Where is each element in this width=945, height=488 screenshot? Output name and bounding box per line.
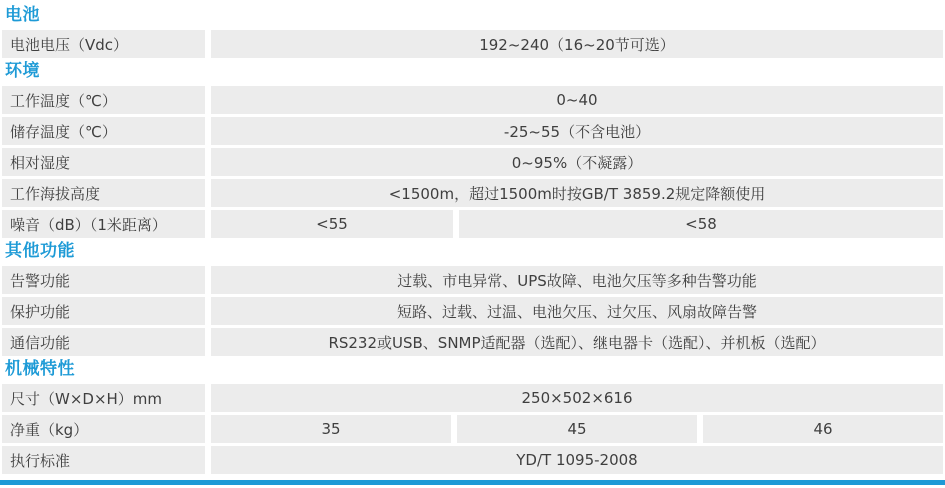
spec-row — [2, 148, 943, 176]
row-value-cell: <1500m，超过1500m时按GB/T 3859.2规定降额使用 — [211, 179, 943, 207]
row-value-cell: <55 — [211, 210, 453, 238]
row-value-cell: 45 — [457, 415, 697, 443]
row-values — [211, 179, 943, 207]
row-label-cell: 执行标准 — [2, 446, 205, 474]
row-values — [211, 446, 943, 474]
row-values — [211, 328, 943, 356]
spec-row — [2, 297, 943, 325]
row-value-cell: 短路、过载、过温、电池欠压、过欠压、风扇故障告警 — [211, 297, 943, 325]
spec-row — [2, 384, 943, 412]
row-values — [211, 148, 943, 176]
row-values — [211, 210, 943, 238]
row-label-cell: 尺寸（W×D×H）mm — [2, 384, 205, 412]
row-value-cell: 192~240（16~20节可选） — [211, 30, 943, 58]
row-label-cell: 净重（kg） — [2, 415, 205, 443]
spec-row — [2, 179, 943, 207]
row-value-cell: 46 — [703, 415, 943, 443]
row-value-cell: 0~95%（不凝露） — [211, 148, 943, 176]
row-label-cell: 噪音（dB）（1米距离） — [2, 210, 205, 238]
row-label-cell: 储存温度（℃） — [2, 117, 205, 145]
spec-row — [2, 86, 943, 114]
row-label-cell: 工作海拔高度 — [2, 179, 205, 207]
spec-row — [2, 117, 943, 145]
row-values — [211, 415, 943, 443]
row-value-cell: 250×502×616 — [211, 384, 943, 412]
row-value-cell: <58 — [459, 210, 943, 238]
section-title: 电池 — [5, 5, 40, 25]
row-value-cell: RS232或USB、SNMP适配器（选配）、继电器卡（选配）、并机板（选配） — [211, 328, 943, 356]
row-values — [211, 384, 943, 412]
section-title: 环境 — [5, 61, 40, 81]
row-label-cell: 告警功能 — [2, 266, 205, 294]
row-label-cell: 通信功能 — [2, 328, 205, 356]
spec-row — [2, 446, 943, 474]
row-label-cell: 相对湿度 — [2, 148, 205, 176]
row-values — [211, 30, 943, 58]
row-values — [211, 266, 943, 294]
section-title: 机械特性 — [5, 359, 75, 379]
row-values — [211, 297, 943, 325]
spec-row — [2, 210, 943, 238]
spec-row — [2, 328, 943, 356]
row-value-cell: YD/T 1095-2008 — [211, 446, 943, 474]
row-values — [211, 117, 943, 145]
spec-row — [2, 415, 943, 443]
row-label-cell: 电池电压（Vdc） — [2, 30, 205, 58]
spec-row — [2, 30, 943, 58]
row-label-cell: 保护功能 — [2, 297, 205, 325]
row-value-cell: 35 — [211, 415, 451, 443]
row-label-cell: 工作温度（℃） — [2, 86, 205, 114]
row-value-cell: 0~40 — [211, 86, 943, 114]
row-values — [211, 86, 943, 114]
spec-row — [2, 266, 943, 294]
row-value-cell: -25~55（不含电池） — [211, 117, 943, 145]
section-title: 其他功能 — [5, 241, 75, 261]
row-value-cell: 过载、市电异常、UPS故障、电池欠压等多种告警功能 — [211, 266, 943, 294]
bottom-accent-bar — [0, 480, 945, 485]
